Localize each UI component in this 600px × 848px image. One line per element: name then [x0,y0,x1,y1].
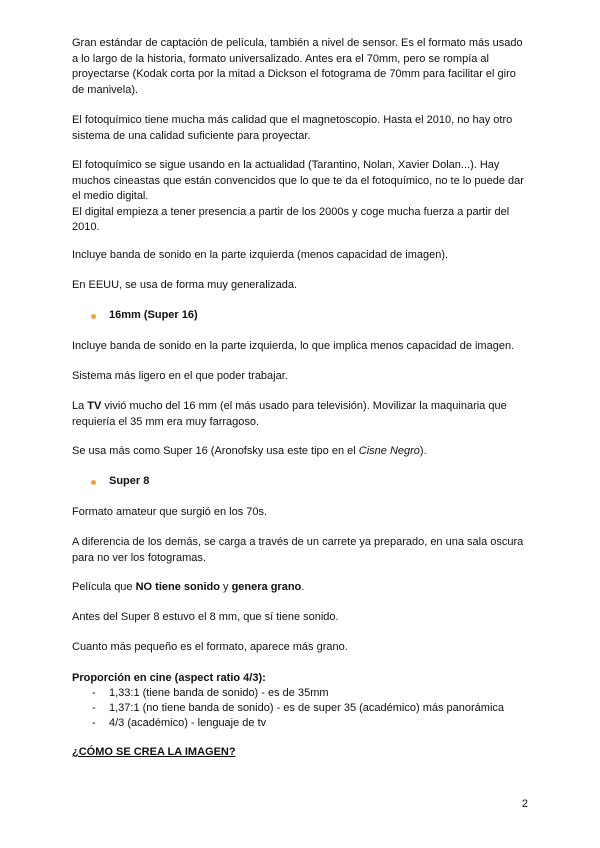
dash-marker: - [92,687,96,699]
aspect-item-2: 1,37:1 (no tiene banda de sonido) - es de super 35 (académico) más panorámica [109,702,505,714]
genera-grano-bold: genera grano [231,581,302,593]
dash-marker: - [92,702,96,714]
bullet-dot-icon [91,314,96,319]
paragraph-fotoquimico-calidad: El fotoquímico tiene mucha más calidad que el magnetoscopio. Hasta el 2010, no hay otro sistema de una calidad suficiente para proyectar. [72,114,513,142]
paragraph-8mm: Antes del Super 8 estuvo el 8 mm, que sí tiene sonido. [72,611,339,623]
aspect-ratio-list [72,686,530,734]
paragraph-carrete: A diferencia de los demás, se carga a través de un carrete ya preparado, en una sala oscura para no ver los fotogramas. [72,536,524,564]
no-sonido-bold: NO tiene sonido [135,581,220,593]
cisne-negro-italic: Cisne Negro [358,445,420,457]
dash-marker: - [92,717,96,729]
bullet-dot-icon [91,480,96,485]
aspect-item-1: 1,33:1 (tiene banda de sonido) - es de 35mm [109,687,329,699]
paragraph-group-digital [72,158,530,236]
paragraph-digital-presencia: El digital empieza a tener presencia a partir de los 2000s y coge mucha fuerza a partir del 2010. [72,205,510,233]
paragraph-tv: La TV vivió mucho del 16 mm (el más usado para televisión). Movilizar la maquinaria que requiería el 35 mm era muy farragoso. [72,400,507,428]
paragraph-mas-grano: Cuanto más pequeño es el formato, aparece más grano. [72,641,348,653]
paragraph-banda-sonido: Incluye banda de sonido en la parte izquierda (menos capacidad de imagen). [72,249,449,261]
paragraph-fotoquimico-actualidad: El fotoquímico se sigue usando en la actualidad (Tarantino, Nolan, Xavier Dolan...). Hay muchos cineastas que están convencidos que lo que te da el fotoquímico, no te lo puede dar el medio digital. [72,159,524,202]
paragraph-formato-amateur: Formato amateur que surgió en los 70s. [72,506,268,518]
paragraph-sistema-ligero: Sistema más ligero en el que poder trabajar. [72,370,288,382]
paragraph-35mm-intro: Gran estándar de captación de película, también a nivel de sensor. Es el formato más usado a lo largo de la historia, formato universalizado. Antes era el 70mm, pero se rompía al proyectarse (Kodak corta por la mitad a Dickson el fotograma de 70mm para facilitar el giro de manivela). [72,37,523,96]
bullet-16mm-label: 16mm (Super 16) [109,309,198,321]
bullet-super8-label: Super 8 [109,475,150,487]
paragraph-super16: Se usa más como Super 16 (Aronofsky usa este tipo en el Cisne Negro). [72,445,427,457]
tv-bold: TV [87,400,102,412]
section-heading: ¿CÓMO SE CREA LA IMAGEN? [72,746,236,758]
aspect-ratio-title: Proporción en cine (aspect ratio 4/3): [72,672,266,684]
paragraph-eeuu: En EEUU, se usa de forma muy generalizada. [72,279,298,291]
page-number: 2 [521,798,528,810]
aspect-item-3: 4/3 (académico) - lenguaje de tv [109,717,267,729]
paragraph-16mm-banda: Incluye banda de sonido en la parte izquierda, lo que implica menos capacidad de imagen. [72,340,515,352]
paragraph-sonido-grano: Película que NO tiene sonido y genera grano. [72,581,305,593]
